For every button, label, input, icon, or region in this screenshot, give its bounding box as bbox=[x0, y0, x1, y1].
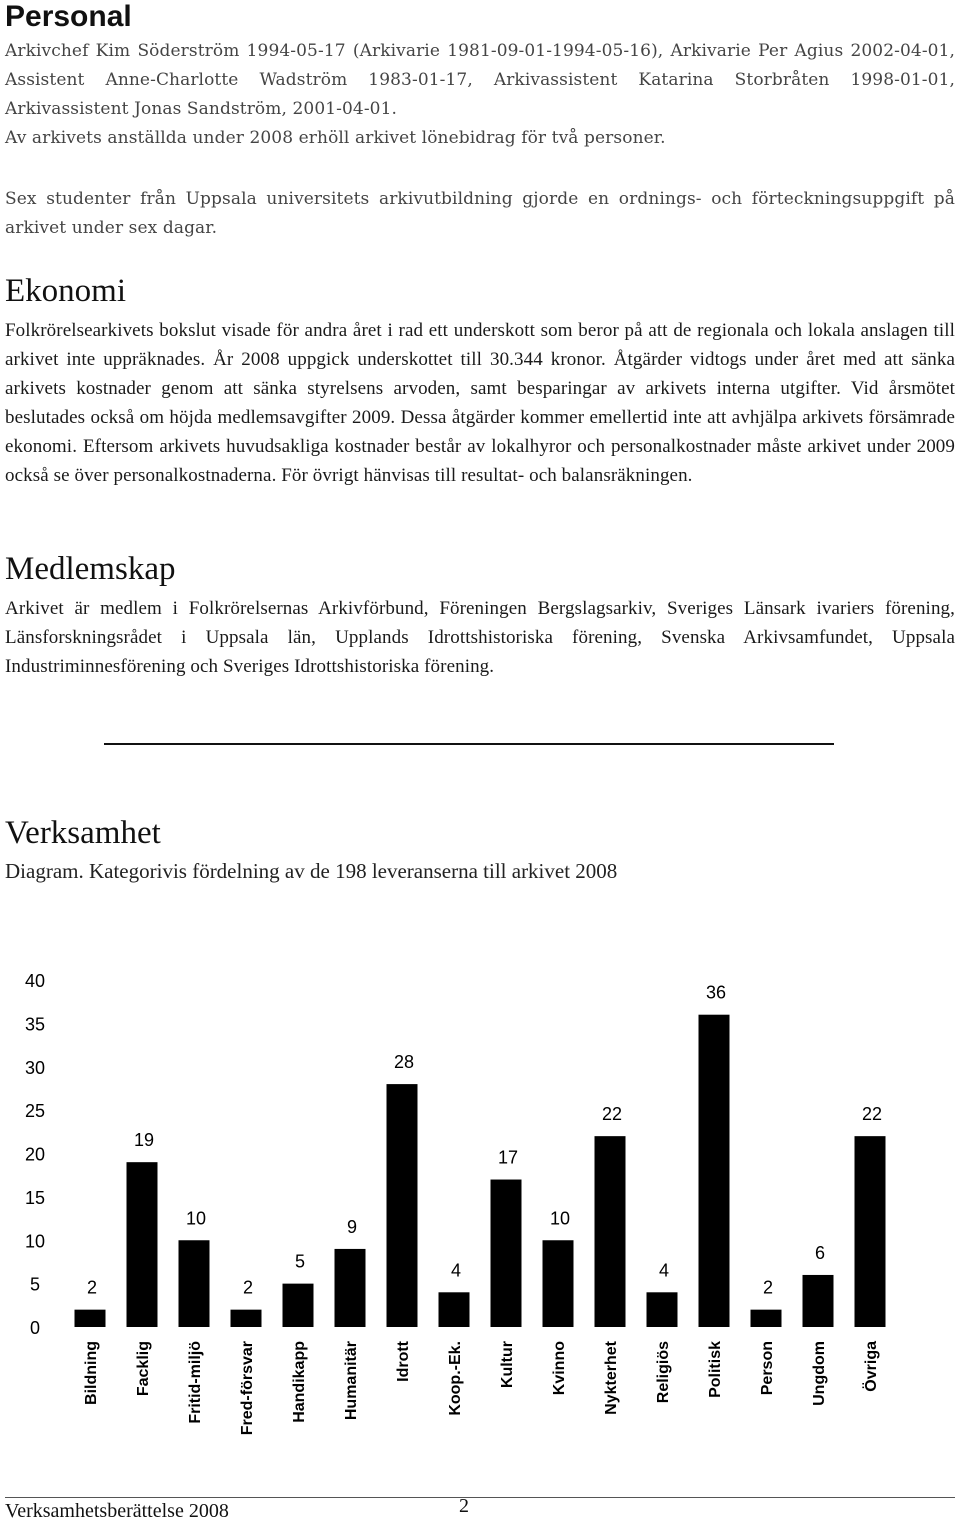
y-tick-label: 15 bbox=[24, 1187, 46, 1208]
category-label: Kultur bbox=[499, 1341, 516, 1389]
bar-fritid-miljö bbox=[179, 1240, 210, 1327]
category-label: Fritid-miljö bbox=[187, 1341, 204, 1424]
bar-övriga bbox=[855, 1136, 886, 1327]
bar-ungdom bbox=[803, 1275, 834, 1327]
bar-koop-ek- bbox=[439, 1292, 470, 1327]
bar-kultur bbox=[491, 1180, 522, 1327]
bar-value-label: 5 bbox=[294, 1251, 306, 1272]
bar-value-label: 4 bbox=[450, 1260, 462, 1281]
personal-students-paragraph: Sex studenter från Uppsala universitets arkivutbildning gjorde en ordnings- och förteckningsuppgift på arkivet under sex dagar. bbox=[5, 189, 955, 238]
category-label: Koop.-Ek. bbox=[447, 1341, 464, 1416]
bar-nykterhet bbox=[595, 1136, 626, 1327]
category-label: Övriga bbox=[863, 1341, 880, 1392]
bar-fred-försvar bbox=[231, 1310, 262, 1327]
bar-value-label: 2 bbox=[86, 1277, 98, 1298]
chart-caption: Diagram. Kategorivis fördelning av de 198 leveranserna till arkivet 2008 bbox=[5, 859, 618, 883]
y-tick-label: 0 bbox=[29, 1318, 41, 1338]
footer-divider bbox=[5, 1497, 955, 1498]
y-tick-label: 5 bbox=[29, 1274, 41, 1295]
category-label: Religiös bbox=[655, 1341, 672, 1404]
bar-value-label: 10 bbox=[549, 1208, 571, 1229]
bar-value-label: 2 bbox=[242, 1277, 254, 1298]
category-label: Ungdom bbox=[811, 1341, 828, 1406]
section-title-ekonomi: Ekonomi bbox=[5, 273, 126, 309]
section-title-personal: Personal bbox=[5, 0, 132, 33]
bar-value-label: 22 bbox=[601, 1104, 623, 1125]
page-number: 2 bbox=[459, 1495, 469, 1517]
category-label: Nykterhet bbox=[603, 1341, 620, 1415]
bar-value-label: 9 bbox=[346, 1216, 358, 1237]
footer-title: Verksamhetsberättelse 2008 bbox=[5, 1500, 229, 1522]
y-axis bbox=[25, 971, 45, 1338]
bar-value-label: 10 bbox=[185, 1208, 207, 1229]
personal-wage-paragraph: Av arkivets anställda under 2008 erhöll arkivet lönebidrag för två personer. bbox=[5, 128, 666, 148]
category-label: Bildning bbox=[83, 1341, 100, 1405]
bar-value-label: 4 bbox=[658, 1260, 670, 1281]
category-label: Facklig bbox=[135, 1341, 152, 1397]
category-label: Person bbox=[759, 1341, 776, 1396]
bar-bildning bbox=[75, 1310, 106, 1327]
bar-facklig bbox=[127, 1162, 158, 1327]
section-title-medlemskap: Medlemskap bbox=[5, 551, 176, 587]
bar-humanitär bbox=[335, 1249, 366, 1327]
category-label: Fred-försvar bbox=[239, 1341, 256, 1436]
bar-value-label: 28 bbox=[393, 1052, 415, 1073]
medlemskap-paragraph: Arkivet är medlem i Folkrörelsernas Arkivförbund, Föreningen Bergslagsarkiv, Sveriges Länsark ivariers förening, Länsforskningsrådet i Uppsala län, Upplands Idrottshistoriska förening, Svenska Arkivsamfundet, Uppsala Industriminnesförening och Sveriges Idrottshistoriska förening. bbox=[5, 598, 955, 677]
bar-idrott bbox=[387, 1084, 418, 1327]
category-label: Idrott bbox=[395, 1341, 412, 1382]
bar-kvinno bbox=[543, 1240, 574, 1327]
category-labels bbox=[83, 1340, 880, 1435]
bar-value-label: 19 bbox=[133, 1130, 155, 1151]
section-title-verksamhet: Verksamhet bbox=[5, 815, 161, 851]
y-tick-label: 35 bbox=[24, 1014, 46, 1035]
bar-value-label: 22 bbox=[861, 1104, 883, 1125]
bar-chart bbox=[0, 940, 960, 1480]
personal-staff-paragraph: Arkivchef Kim Söderström 1994-05-17 (Arkivarie 1981-09-01-1994-05-16), Arkivarie Per Agius 2002-04-01, Assistent Anne-Charlotte Wadström 1983-01-17, Arkivassistent Katarina Storbråten 1998-01-01, Arkivassistent Jonas Sandström, 2001-04-01. bbox=[5, 41, 955, 119]
y-tick-label: 20 bbox=[24, 1144, 46, 1165]
category-label: Kvinno bbox=[551, 1341, 568, 1396]
category-label: Humanitär bbox=[343, 1341, 360, 1421]
bar-politisk bbox=[699, 1015, 730, 1327]
bar-value-label: 36 bbox=[705, 982, 727, 1003]
bar-handikapp bbox=[283, 1284, 314, 1327]
y-tick-label: 40 bbox=[24, 971, 46, 991]
y-tick-label: 30 bbox=[24, 1057, 46, 1078]
bar-person bbox=[751, 1310, 782, 1327]
category-label: Politisk bbox=[707, 1341, 724, 1398]
bar-religiös bbox=[647, 1292, 678, 1327]
ekonomi-paragraph: Folkrörelsearkivets bokslut visade för andra året i rad ett underskott som beror på att de regionala och lokala anslagen till arkivet inte uppräknades. År 2008 uppgick underskottet till 30.344 kronor. Åtgärder vidtogs under året med att sänka arkivets kostnader genom att sänka styrelsens arvoden, samt besparingar av arkivets interna utgifter. Vid årsmötet beslutades också om höjda medlemsavgifter 2009. Dessa åtgärder kommer emellertid inte att avhjälpa arkivets försämrade ekonomi. Eftersom arkivets huvudsakliga kostnader består av lokalhyror och personalkostnader måste arkivet under 2009 också se över personalkostnaderna. För övrigt hänvisas till resultat- och balansräkningen. bbox=[5, 320, 955, 486]
y-tick-label: 25 bbox=[24, 1101, 46, 1122]
bar-value-label: 17 bbox=[497, 1147, 519, 1168]
horizontal-divider bbox=[104, 743, 834, 745]
category-label: Handikapp bbox=[291, 1341, 308, 1423]
y-tick-label: 10 bbox=[24, 1231, 46, 1252]
bar-value-label: 2 bbox=[762, 1277, 774, 1298]
bar-value-label: 6 bbox=[814, 1242, 826, 1263]
